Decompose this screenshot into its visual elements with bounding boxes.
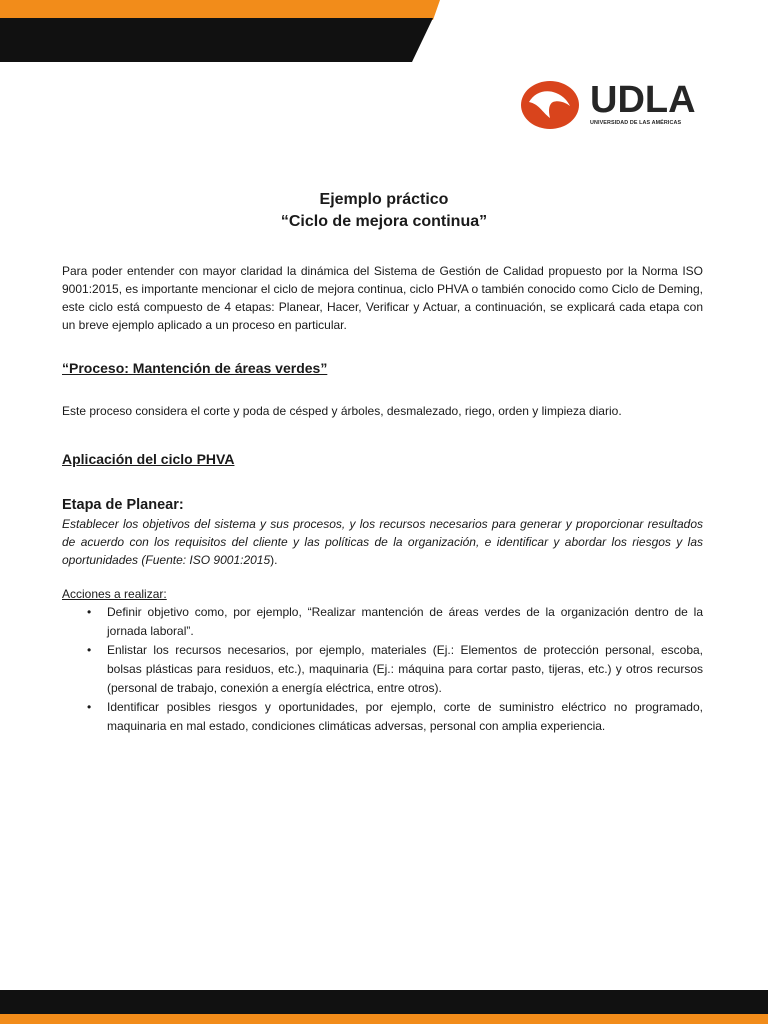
list-item bbox=[62, 698, 703, 736]
acciones-label: Acciones a realizar: bbox=[62, 587, 167, 601]
intro-paragraph: Para poder entender con mayor claridad la dinámica del Sistema de Gestión de Calidad propuesto por la Norma ISO 9001:2015, es importante mencionar el ciclo de mejora continua, ciclo PHVA o también conocido como Ciclo de Deming, este ciclo está compuesto de 4 etapas: Planear, Hacer, Verificar y Actuar, a continuación, se explicará cada etapa con un breve ejemplo aplicado a un proceso en particular. bbox=[62, 264, 703, 332]
udla-logo-icon bbox=[520, 80, 580, 130]
header-band-orange-stripe bbox=[0, 0, 440, 20]
bullet-icon: • bbox=[87, 605, 92, 619]
etapa-planear-heading: Etapa de Planear: bbox=[62, 497, 184, 513]
list-item-text: Definir objetivo como, por ejemplo, “Realizar mantención de áreas verdes de la organización dentro de la jornada laboral”. bbox=[107, 605, 703, 638]
list-item-text: Identificar posibles riesgos y oportunidades, por ejemplo, corte de suministro eléctrico no programado, maquinaria en mal estado, condiciones climáticas adversas, personal con amplia experiencia. bbox=[107, 700, 703, 733]
acciones-list bbox=[62, 603, 703, 736]
proceso-heading: “Proceso: Mantención de áreas verdes” bbox=[62, 360, 328, 376]
document-title: Ejemplo práctico bbox=[319, 191, 449, 208]
footer-band bbox=[0, 990, 768, 1024]
list-item bbox=[62, 603, 703, 641]
bullet-icon: • bbox=[87, 700, 92, 714]
bullet-icon: • bbox=[87, 643, 92, 657]
etapa-planear-definition bbox=[62, 515, 703, 569]
definition-text: Establecer los objetivos del sistema y sus procesos, y los recursos necesarios para generar y proporcionar resultados de acuerdo con los requisitos del cliente y las políticas de la organización, e identificar y abordar los riesgos y las oportunidades (Fuente: ISO 9001:2015 bbox=[62, 517, 703, 567]
udla-logo bbox=[520, 78, 696, 134]
header-band-dark-stripe bbox=[0, 18, 433, 62]
list-item bbox=[62, 641, 703, 698]
logo-subtitle: UNIVERSIDAD DE LAS AMÉRICAS bbox=[590, 120, 682, 126]
logo-wordmark: UDLA bbox=[590, 79, 696, 121]
definition-end: ). bbox=[270, 553, 278, 567]
document-subtitle: “Ciclo de mejora continua” bbox=[280, 213, 488, 230]
footer-band-dark-stripe bbox=[0, 990, 768, 1015]
aplicacion-heading: Aplicación del ciclo PHVA bbox=[62, 451, 235, 467]
proceso-description: Este proceso considera el corte y poda de césped y árboles, desmalezado, riego, orden y limpieza diario. bbox=[62, 404, 622, 418]
header-band bbox=[0, 0, 768, 70]
footer-band-orange-stripe bbox=[0, 1014, 768, 1024]
list-item-text: Enlistar los recursos necesarios, por ejemplo, materiales (Ej.: Elementos de protección personal, escoba, bolsas plásticas para residuos, etc.), maquinaria (Ej.: máquina para cortar pasto, tijeras, etc.) y otros recursos (personal de trabajo, conexión a energía eléctrica, entre otros). bbox=[107, 643, 703, 695]
